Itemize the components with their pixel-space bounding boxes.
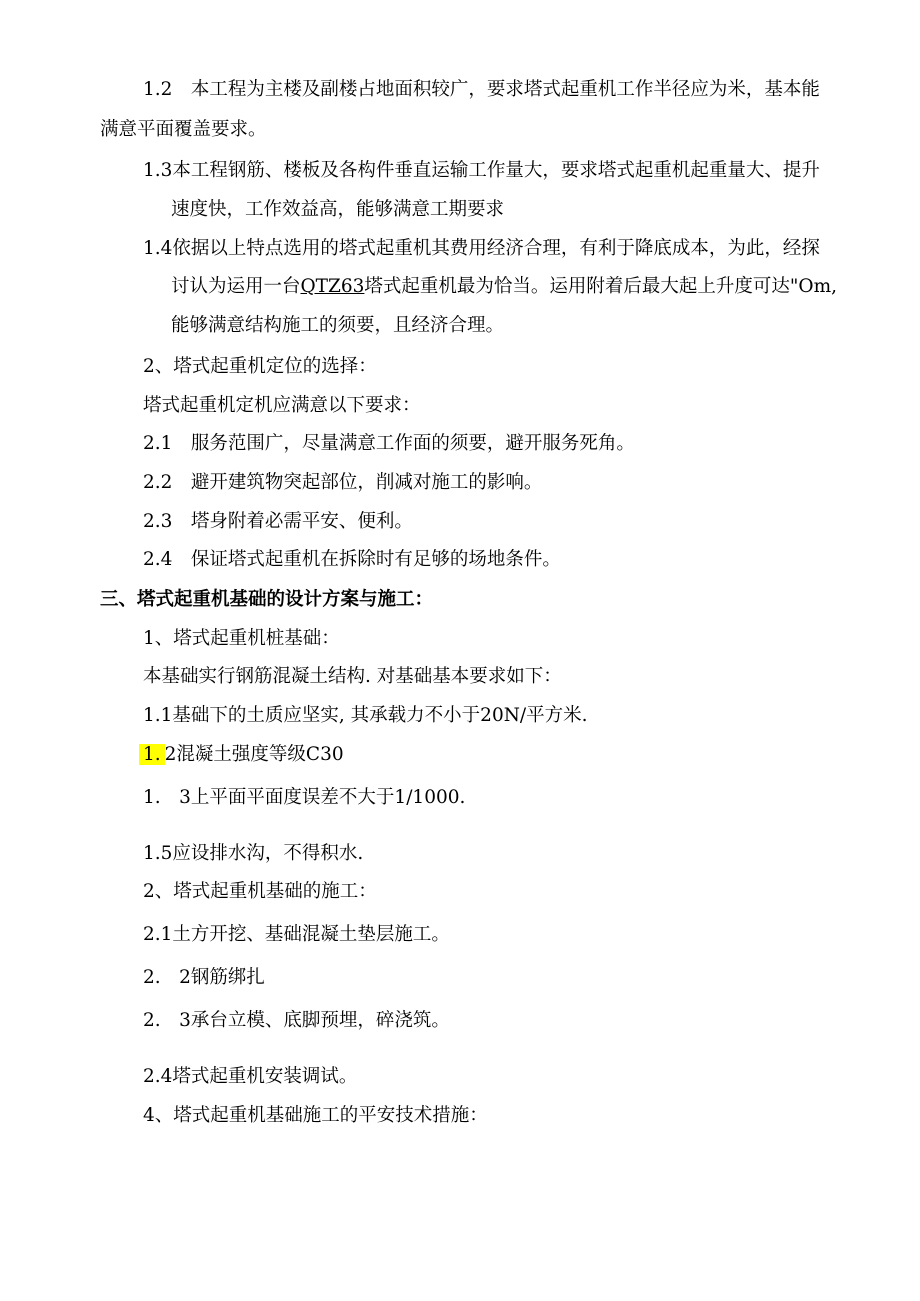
- para-foundation-intro: 本基础实行钢筋混凝土结构. 对基础基本要求如下：: [143, 666, 562, 687]
- para-1-4-line2: [171, 274, 837, 300]
- section-3-heading: 三、塔式起重机基础的设计方案与施工：: [100, 589, 434, 610]
- para-1-3-line2: 速度快，工作效益高，能够满意工期要求: [171, 199, 505, 220]
- item-1-5: 1.5应设排水沟，不得积水.: [143, 843, 364, 864]
- item-2-4-construction: 2.4塔式起重机安装调试。: [143, 1066, 358, 1087]
- item-2-1-construction: 2.1土方开挖、基础混凝土垫层施工。: [143, 924, 450, 945]
- item-2-3: 2.3 塔身附着必需平安、便利。: [143, 511, 413, 532]
- heading-1-pile-foundation: 1、塔式起重机桩基础：: [143, 628, 340, 649]
- item-1-1: 1.1基础下的土质应坚实, 其承载力不小于20N/平方米.: [143, 705, 588, 726]
- item-1-3: 1. 3上平面平面度误差不大于1/1000.: [143, 787, 466, 808]
- text-run: 讨认为运用一台: [171, 276, 301, 297]
- item-1-2: [139, 742, 344, 768]
- text-run: 2混凝土强度等级C30: [164, 744, 344, 765]
- heading-2-foundation-construction: 2、塔式起重机基础的施工：: [143, 881, 377, 902]
- item-2-4: 2.4 保证塔式起重机在拆除时有足够的场地条件。: [143, 549, 561, 570]
- para-1-3-line1: 1.3本工程钢筋、楼板及各构件垂直运输工作量大，要求塔式起重机起重量大、提升: [143, 160, 820, 181]
- item-2-1: 2.1 服务范围广，尽量满意工作面的须要，避开服务死角。: [143, 433, 635, 454]
- heading-4-safety-measures: 4、塔式起重机基础施工的平安技术措施：: [143, 1105, 488, 1126]
- crane-model-link[interactable]: QTZ63: [300, 276, 365, 297]
- para-1-4-line1: 1.4依据以上特点选用的塔式起重机其费用经济合理，有利于降底成本，为此，经探: [143, 238, 820, 259]
- highlighted-number: 1.: [139, 744, 165, 765]
- item-2-3-construction: 2. 3承台立模、底脚预埋，碎浇筑。: [143, 1010, 450, 1031]
- para-1-2-line2: 满意平面覆盖要求。: [100, 119, 267, 140]
- item-2-2: 2.2 避开建筑物突起部位，削减对施工的影响。: [143, 472, 543, 493]
- item-2-2-construction: 2. 2钢筋绑扎: [143, 967, 265, 988]
- text-run: 塔式起重机最为恰当。运用附着后最大起上升度可达"Om,: [364, 276, 838, 297]
- para-1-4-line3: 能够满意结构施工的须要，且经济合理。: [171, 315, 505, 336]
- heading-2-positioning: 2、塔式起重机定位的选择：: [143, 356, 377, 377]
- para-1-2-line1: 1.2 本工程为主楼及副楼占地面积较广，要求塔式起重机工作半径应为米，基本能: [143, 79, 820, 100]
- para-positioning-intro: 塔式起重机定机应满意以下要求：: [143, 395, 421, 416]
